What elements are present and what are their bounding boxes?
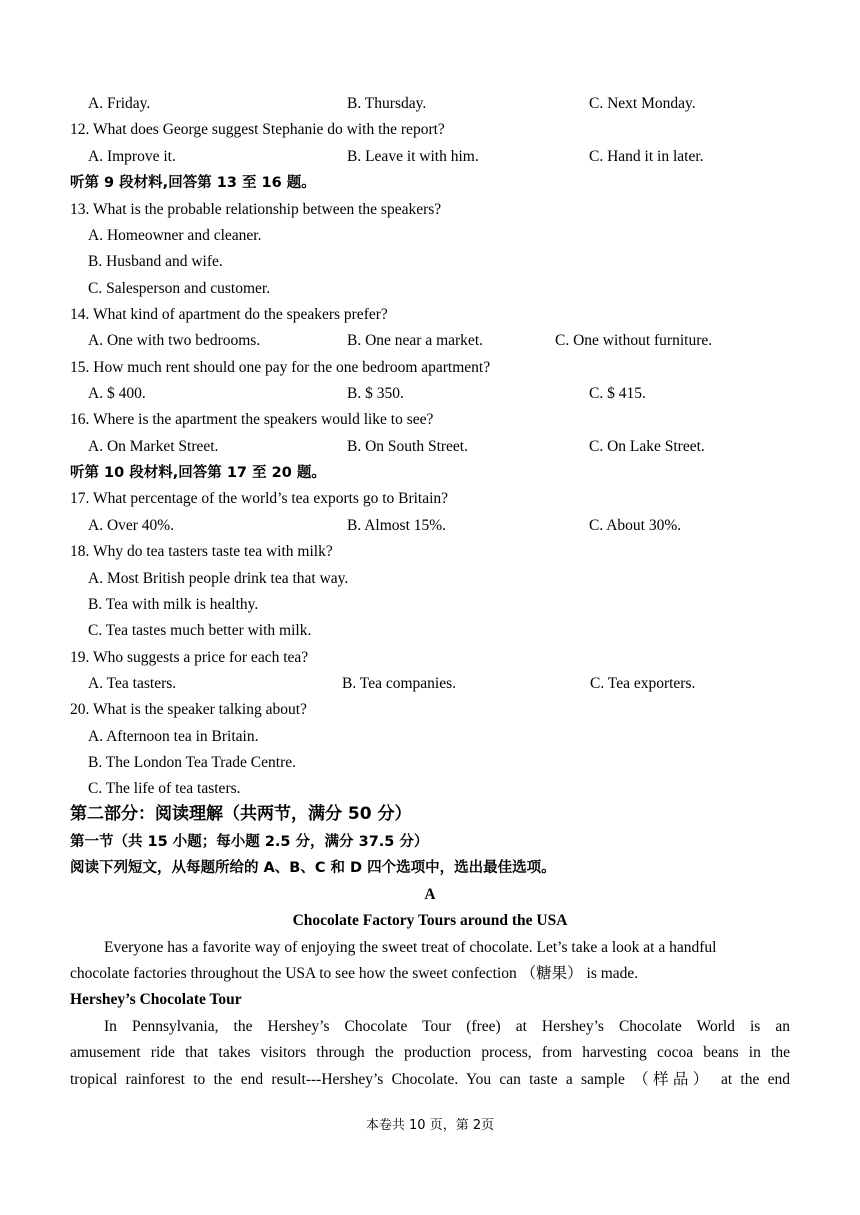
para1-line2: chocolate factories throughout the USA to see how the sweet confection （糖果） is made. bbox=[70, 965, 639, 982]
q13-stem: 13. What is the probable relationship between the speakers? bbox=[70, 201, 442, 218]
para2-line1: In Pennsylvania, the Hershey’s Chocolate Tour (free) at Hershey’s Chocolate World is an bbox=[104, 1018, 790, 1035]
q13-option-c: C. Salesperson and customer. bbox=[88, 280, 271, 297]
q16-option-b: B. On South Street. bbox=[347, 438, 468, 455]
q17-option-c: C. About 30%. bbox=[589, 517, 682, 534]
q18-option-c: C. Tea tastes much better with milk. bbox=[88, 622, 312, 639]
q17-option-a: A. Over 40%. bbox=[88, 517, 175, 534]
q12-option-b: B. Leave it with him. bbox=[347, 148, 479, 165]
q15-option-a: A. $ 400. bbox=[88, 385, 146, 402]
section-10-instruction: 听第 10 段材料,回答第 17 至 20 题。 bbox=[70, 465, 326, 481]
q14-stem: 14. What kind of apartment do the speakers prefer? bbox=[70, 306, 388, 323]
q12-stem: 12. What does George suggest Stephanie do with the report? bbox=[70, 121, 445, 138]
part-2-title: 第二部分：阅读理解（共两节，满分 50 分） bbox=[70, 804, 412, 824]
q14-option-c: C. One without furniture. bbox=[555, 332, 713, 349]
q18-option-a: A. Most British people drink tea that way. bbox=[88, 570, 349, 587]
q19-option-a: A. Tea tasters. bbox=[88, 675, 177, 692]
passage-letter: A bbox=[424, 886, 436, 903]
q20-option-a: A. Afternoon tea in Britain. bbox=[88, 728, 259, 745]
q20-option-c: C. The life of tea tasters. bbox=[88, 780, 241, 797]
q15-stem: 15. How much rent should one pay for the one bedroom apartment? bbox=[70, 359, 491, 376]
q11-option-c: C. Next Monday. bbox=[589, 95, 696, 112]
q14-option-b: B. One near a market. bbox=[347, 332, 483, 349]
q20-stem: 20. What is the speaker talking about? bbox=[70, 701, 307, 718]
q15-option-c: C. $ 415. bbox=[589, 385, 646, 402]
page-footer: 本卷共 10 页，第 2页 bbox=[365, 1118, 495, 1133]
q16-option-c: C. On Lake Street. bbox=[589, 438, 705, 455]
passage-title: Chocolate Factory Tours around the USA bbox=[292, 912, 568, 929]
q12-option-c: C. Hand it in later. bbox=[589, 148, 704, 165]
section-9-instruction: 听第 9 段材料,回答第 13 至 16 题。 bbox=[70, 175, 316, 191]
q12-option-a: A. Improve it. bbox=[88, 148, 176, 165]
reading-instruction: 阅读下列短文，从每题所给的 A、B、C 和 D 四个选项中，选出最佳选项。 bbox=[70, 860, 556, 876]
q17-stem: 17. What percentage of the world’s tea exports go to Britain? bbox=[70, 490, 449, 507]
q13-option-b: B. Husband and wife. bbox=[88, 253, 223, 270]
hershey-heading: Hershey’s Chocolate Tour bbox=[70, 991, 242, 1008]
q18-stem: 18. Why do tea tasters taste tea with milk? bbox=[70, 543, 333, 560]
q11-option-b: B. Thursday. bbox=[347, 95, 427, 112]
q18-option-b: B. Tea with milk is healthy. bbox=[88, 596, 259, 613]
q13-option-a: A. Homeowner and cleaner. bbox=[88, 227, 262, 244]
q15-option-b: B. $ 350. bbox=[347, 385, 404, 402]
q14-option-a: A. One with two bedrooms. bbox=[88, 332, 261, 349]
para2-line2: amusement ride that takes visitors through the production process, from harvesting cocoa beans in the bbox=[70, 1044, 790, 1061]
para2-line3: tropical rainforest to the end result---Hershey’s Chocolate. You can taste a sample （样品） at the end bbox=[70, 1071, 790, 1088]
q16-option-a: A. On Market Street. bbox=[88, 438, 219, 455]
q19-option-c: C. Tea exporters. bbox=[590, 675, 696, 692]
q20-option-b: B. The London Tea Trade Centre. bbox=[88, 754, 296, 771]
section-1-title: 第一节（共 15 小题；每小题 2.5 分，满分 37.5 分） bbox=[70, 834, 429, 850]
q16-stem: 16. Where is the apartment the speakers would like to see? bbox=[70, 411, 434, 428]
q19-option-b: B. Tea companies. bbox=[342, 675, 456, 692]
q17-option-b: B. Almost 15%. bbox=[347, 517, 447, 534]
q11-option-a: A. Friday. bbox=[88, 95, 151, 112]
q19-stem: 19. Who suggests a price for each tea? bbox=[70, 649, 309, 666]
para1-line1: Everyone has a favorite way of enjoying the sweet treat of chocolate. Let’s take a look at a handful bbox=[104, 939, 717, 956]
